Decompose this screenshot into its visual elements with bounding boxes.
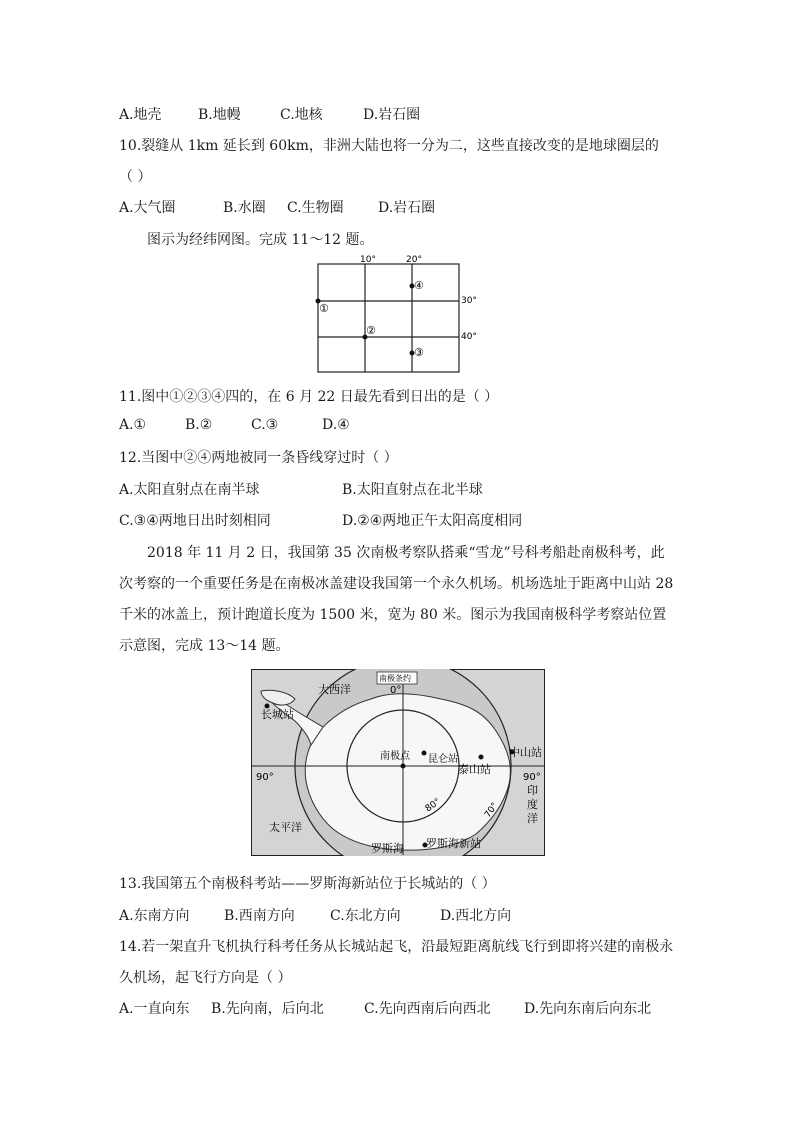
q13-stem: 13.我国第五个南极科考站——罗斯海新站位于长城站的（ ） <box>119 876 496 892</box>
q10-option-a: A.大气圈 <box>119 200 176 216</box>
q14-stem-line1: 14.若一架直升飞机执行科考任务从长城站起飞，沿最短距离航线飞行到即将兴建的南极永 <box>119 939 674 955</box>
lon-90-east-label: 90° <box>523 772 541 783</box>
pacific-label: 太平洋 <box>269 821 302 834</box>
q13-option-d: D.西北方向 <box>440 908 512 924</box>
q10-option-b: B.水圈 <box>223 200 266 216</box>
indian-ocean-char-3: 洋 <box>527 812 538 825</box>
q9-option-c: C.地核 <box>280 107 323 123</box>
top-box-label: 南极条约 <box>379 674 411 683</box>
lat-label-30: 30° <box>461 296 477 306</box>
passage-text: 2018 年 11 月 2 日，我国第 35 次南极考察队搭乘“雪龙”号科考船赴南极科考，此次考察的一个重要任务是在南极冰盖建设我国第一个永久机场。机场选址于距离中山站 28 千米的冰盖上，预计跑道长度为 1500 米，宽为 80 米。图示为我国南极科学考察站位置示意图，完成 13～14 题。 <box>119 545 674 654</box>
circle-80-label: 80° <box>423 797 443 815</box>
q14-option-a: A.一直向东 <box>119 1001 190 1017</box>
zhongshan-label: 中山站 <box>509 746 542 759</box>
lat-lon-grid-figure <box>300 252 490 374</box>
lon-0-label: 0° <box>390 685 402 696</box>
south-pole-label: 南极点 <box>380 751 410 762</box>
antarctic-station-map <box>251 669 545 856</box>
q10-stem: 10.裂缝从 1km 延长到 60km，非洲大陆也将一分为二，这些直接改变的是地球圈层的 <box>119 138 659 154</box>
q12-option-b: B.太阳直射点在北半球 <box>342 482 483 498</box>
q12-stem: 12.当图中②④两地被同一条昏线穿过时（ ） <box>119 450 398 466</box>
q13-option-b: B.西南方向 <box>224 908 295 924</box>
ross-sea-label: 罗斯海 <box>371 842 404 855</box>
great-wall-label: 长城站 <box>261 708 294 721</box>
indian-ocean-char-2: 度 <box>527 798 538 811</box>
q14-stem-line2: 久机场，起飞行方向是（ ） <box>119 970 292 986</box>
taishan-station-dot <box>479 755 484 760</box>
lat-label-40: 40° <box>461 332 477 342</box>
q11-option-a: A.① <box>119 417 147 433</box>
passage-13-14 <box>119 538 675 662</box>
point-3-label: ③ <box>414 346 424 359</box>
point-4-label: ④ <box>414 279 424 292</box>
q12-option-a: A.太阳直射点在南半球 <box>119 482 260 498</box>
q14-option-d: D.先向东南后向东北 <box>524 1001 652 1017</box>
kunlun-station-dot <box>422 751 427 756</box>
q12-option-c: C.③④两地日出时刻相同 <box>119 513 271 529</box>
taishan-label: 泰山站 <box>458 763 491 776</box>
q10-paren: （ ） <box>119 169 152 185</box>
south-pole-dot <box>401 764 406 769</box>
q11-option-d: D.④ <box>322 417 350 433</box>
q9-option-a: A.地壳 <box>119 107 162 123</box>
q9-option-d: D.岩石圈 <box>363 107 421 123</box>
point-1-label: ① <box>319 302 329 315</box>
kunlun-label: 昆仑站 <box>428 754 458 765</box>
lon-label-10: 10° <box>360 255 376 265</box>
atlantic-label: 大西洋 <box>318 683 351 696</box>
indian-ocean-char-1: 印 <box>527 784 538 797</box>
q11-option-b: B.② <box>185 417 213 433</box>
q12-option-d: D.②④两地正午太阳高度相同 <box>342 513 523 529</box>
lon-label-20: 20° <box>406 255 422 265</box>
ross-new-label: 罗斯海新站 <box>426 837 481 850</box>
q13-option-a: A.东南方向 <box>119 908 190 924</box>
q10-option-c: C.生物圈 <box>287 200 344 216</box>
q14-option-c: C.先向西南后向西北 <box>364 1001 491 1017</box>
q14-option-b: B.先向南，后向北 <box>211 1001 324 1017</box>
q13-option-c: C.东北方向 <box>330 908 401 924</box>
q11-option-c: C.③ <box>251 417 279 433</box>
q11-stem: 11.图中①②③④四的，在 6 月 22 日最先看到日出的是（ ） <box>119 389 499 405</box>
circle-70-label: 70° <box>483 801 501 820</box>
intro-11-12: 图示为经纬网图。完成 11～12 题。 <box>147 232 374 248</box>
point-2-label: ② <box>366 324 376 337</box>
q10-option-d: D.岩石圈 <box>378 200 436 216</box>
q9-option-b: B.地幔 <box>198 107 241 123</box>
lon-90-west-label: 90° <box>256 772 274 783</box>
